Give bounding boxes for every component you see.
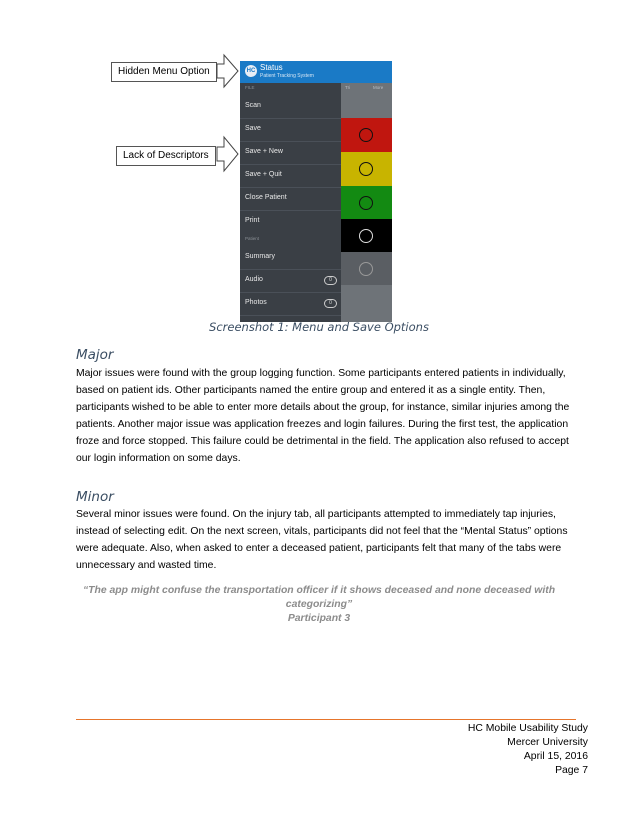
tab-label-more: More: [373, 85, 384, 90]
drawer-item-audio[interactable]: [240, 270, 341, 293]
triage-swatch-black: [341, 219, 392, 252]
drawer-item-scan[interactable]: [240, 96, 341, 119]
drawer-section-file: FILE: [245, 85, 255, 90]
drawer-item-label: Photos: [245, 299, 267, 306]
drawer-item-save-new[interactable]: [240, 142, 341, 165]
triage-swatch-yellow: [341, 152, 392, 186]
drawer-item-print[interactable]: [240, 211, 341, 233]
major-paragraph: Major issues were found with the group logging function. Some participants entered patients in individually, based on patient ids. Other participants named the entire group and entered it as a single entity. Then, participants wished to be able to enter more details about the group, for instance, similar injuries among the patients. Another major issue was application freezes and login failures. During the first test, the application froze and force stopped. This failure could be detrimental in the field. The application also refused to accept our login information on some days.: [76, 368, 570, 464]
quote-text: “The app might confuse the transportation officer if it shows deceased and none deceased with categorizing”: [82, 585, 556, 610]
drawer-item-save[interactable]: [240, 119, 341, 142]
triage-swatch-red: [341, 118, 392, 152]
app-title: Status: [260, 63, 283, 72]
drawer-item-label: Audio: [245, 276, 263, 283]
footer-university: Mercer University: [507, 737, 588, 748]
drawer-item-label: Save: [245, 125, 261, 132]
drawer-item-summary[interactable]: [240, 247, 341, 270]
app-subtitle: Patient Tracking System: [260, 73, 314, 79]
photos-count-badge: 0: [324, 299, 337, 308]
drawer-item-label: Scan: [245, 102, 261, 109]
callout-hidden-menu-label: Hidden Menu Option: [118, 66, 210, 77]
major-heading: Major: [76, 347, 114, 363]
app-logo: HC: [245, 65, 257, 77]
callout-lack-of-descriptors-label: Lack of Descriptors: [123, 150, 209, 161]
drawer-item-label: Summary: [245, 253, 275, 260]
footer: [468, 722, 588, 778]
app-screenshot: [240, 61, 392, 322]
hidden-menu-arrow: [217, 55, 238, 87]
audio-count-badge: 0: [324, 276, 337, 285]
drawer-item-photos[interactable]: [240, 293, 341, 316]
navigation-drawer: [240, 83, 341, 322]
drawer-item-close-patient[interactable]: [240, 188, 341, 211]
minor-paragraph: Several minor issues were found. On the injury tab, all participants attempted to immediately tap injuries, instead of selecting edit. On the next screen, vitals, participants did not feel that the “Mental Status” options were adequate. Also, when asked to enter a deceased patient, participants felt that many of the tabs were unnecessary and wasted time.: [76, 509, 568, 571]
footer-page-number: Page 7: [555, 765, 588, 776]
lack-of-descriptors-arrow: [217, 137, 238, 171]
footer-study-title: HC Mobile Usability Study: [467, 723, 588, 734]
drawer-section-patient: Patient: [245, 236, 260, 241]
app-header-bar: [240, 61, 392, 83]
triage-swatch-green: [341, 186, 392, 219]
triage-swatch-gray: [341, 252, 392, 285]
tab-label-tri: Tri: [345, 85, 351, 90]
minor-heading: Minor: [76, 489, 114, 505]
drawer-item-label: Close Patient: [245, 194, 287, 201]
participant-quote: [76, 584, 562, 626]
figure-caption: Screenshot 1: Menu and Save Options: [209, 320, 429, 334]
quote-attribution: Participant 3: [287, 613, 351, 624]
footer-date: April 15, 2016: [523, 751, 588, 762]
drawer-item-label: Save + New: [245, 148, 283, 155]
drawer-item-label: Print: [245, 217, 260, 224]
drawer-item-label: Save + Quit: [245, 171, 282, 178]
footer-divider: [76, 719, 576, 720]
drawer-item-save-quit[interactable]: [240, 165, 341, 188]
